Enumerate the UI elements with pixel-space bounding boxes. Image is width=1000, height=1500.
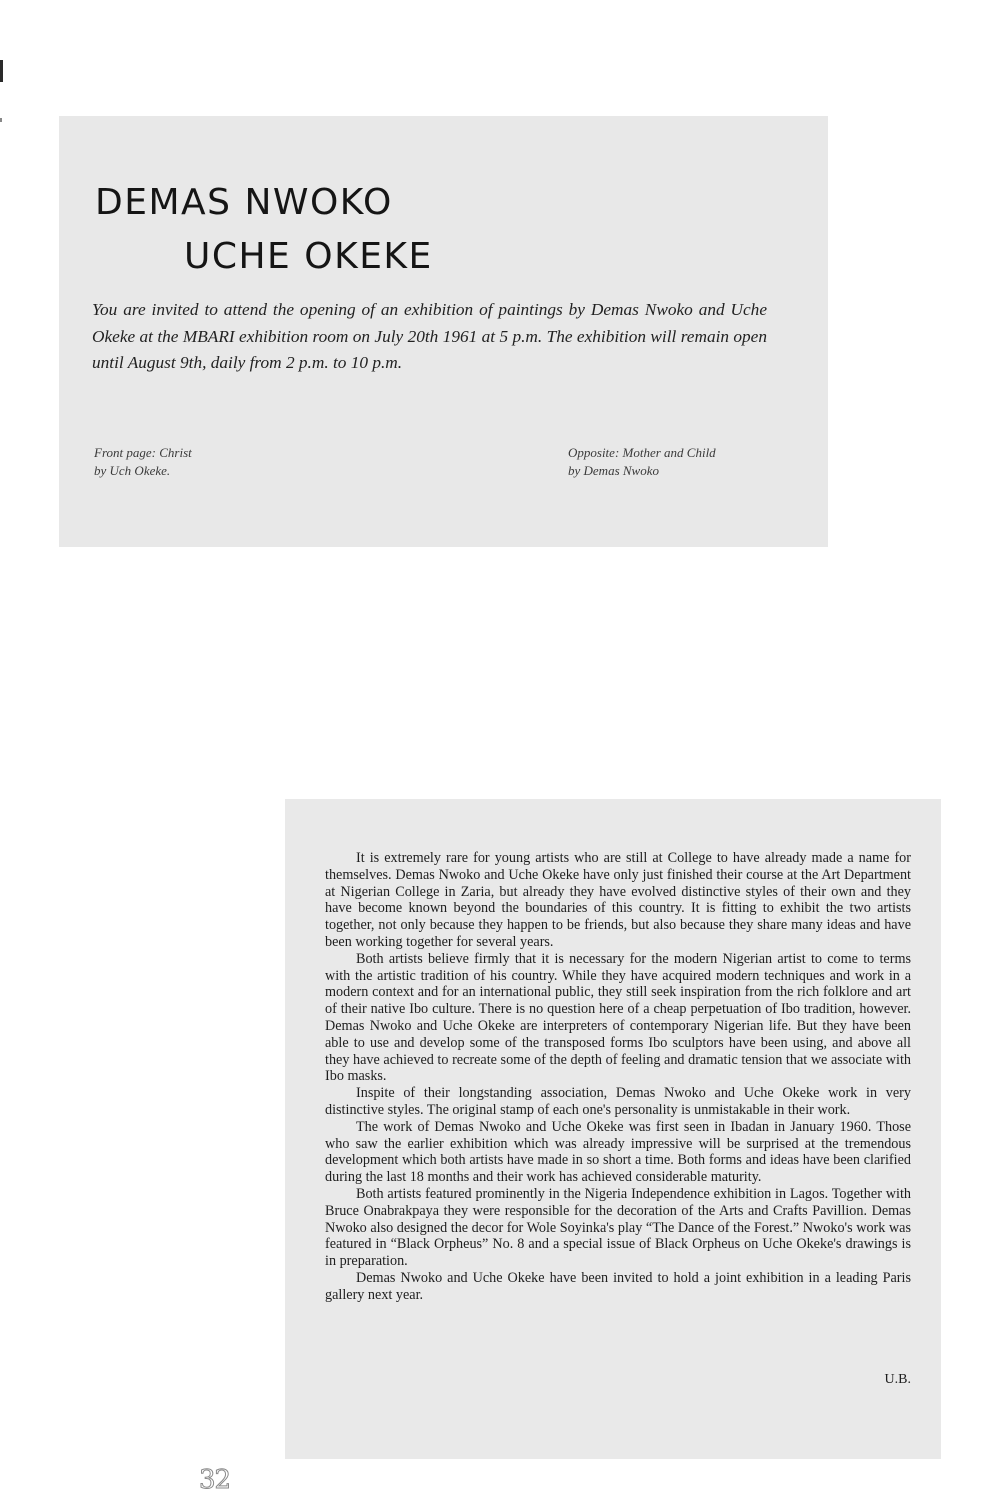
page-number: 32 bbox=[199, 1465, 231, 1495]
invitation-body: You are invited to attend the opening of an exhibition of paintings by Demas Nwoko and Uche Okeke at the MBARI exhibition room on July 20th 1961 at 5 p.m. The exhibition will remain open until August 9th, daily from 2 p.m. to 10 p.m. bbox=[92, 300, 767, 372]
article-paragraph: Inspite of their longstanding association, Demas Nwoko and Uche Okeke work in very distinctive styles. The original stamp of each one's personality is unmistakable in their work. bbox=[325, 1085, 911, 1118]
invitation-title-line-2: UCHE OKEKE bbox=[184, 236, 433, 277]
article-signature: U.B. bbox=[884, 1372, 911, 1387]
invitation-title-line-1: DEMAS NWOKO bbox=[95, 182, 393, 223]
article-paragraph: Both artists believe firmly that it is necessary for the modern Nigerian artist to come to terms with the artistic tradition of his country. While they have acquired modern techniques and work in a modern context and for an international public, they still seek inspiration from the rich folklore and art of their native Ibo culture. There is no question here of a cheap perpetuation of Ibo tradition, however. Demas Nwoko and Uche Okeke are interpreters of contemporary Nigerian life. But they have been able to use and develop some of the transposed forms Ibo sculptors have been using, and above all they have achieved to recreate some of the depth of feeling and dramatic tension that we associate with Ibo masks. bbox=[325, 950, 911, 1085]
article-body bbox=[325, 850, 911, 1304]
caption-opposite-line-2: by Demas Nwoko bbox=[568, 463, 659, 478]
page-edge-mark bbox=[0, 60, 3, 82]
caption-front-page bbox=[94, 444, 192, 480]
article-paragraph: It is extremely rare for young artists who are still at College to have already made a name for themselves. Demas Nwoko and Uche Okeke have only just finished their course at the Art Department at Nigerian College in Zaria, but already they have evolved distinctive styles of their own and they have become known beyond the boundaries of this country. It is fitting to exhibit the two artists together, not only because they happen to be friends, but also because they share many ideas and have been working together for several years. bbox=[325, 850, 911, 950]
caption-opposite-line-1: Opposite: Mother and Child bbox=[568, 445, 716, 460]
caption-opposite bbox=[568, 444, 716, 480]
article-panel bbox=[285, 799, 941, 1459]
article-paragraph: Both artists featured prominently in the Nigeria Independence exhibition in Lagos. Together with Bruce Onabrakpaya they were responsible for the decoration of the Arts and Crafts Pavillion. Demas Nwoko also designed the decor for Wole Soyinka's play “The Dance of the Forest.” Nwoko's work was featured in “Black Orpheus” No. 8 and a special issue of Black Orpheus on Uche Okeke's drawings is in preparation. bbox=[325, 1185, 911, 1270]
page-edge-mark-small bbox=[0, 118, 2, 122]
article-paragraph: Demas Nwoko and Uche Okeke have been invited to hold a joint exhibition in a leading Paris gallery next year. bbox=[325, 1269, 911, 1303]
caption-front-page-line-2: by Uch Okeke. bbox=[94, 463, 171, 478]
caption-front-page-line-1: Front page: Christ bbox=[94, 445, 192, 460]
article-paragraph: The work of Demas Nwoko and Uche Okeke was first seen in Ibadan in January 1960. Those who saw the earlier exhibition which was already impressive will be surprised at the tremendous development which both artists have made in so short a time. Both forms and ideas have been clarified during the last 18 months and their work has achieved considerable maturity. bbox=[325, 1118, 911, 1186]
invitation-card bbox=[59, 116, 828, 547]
